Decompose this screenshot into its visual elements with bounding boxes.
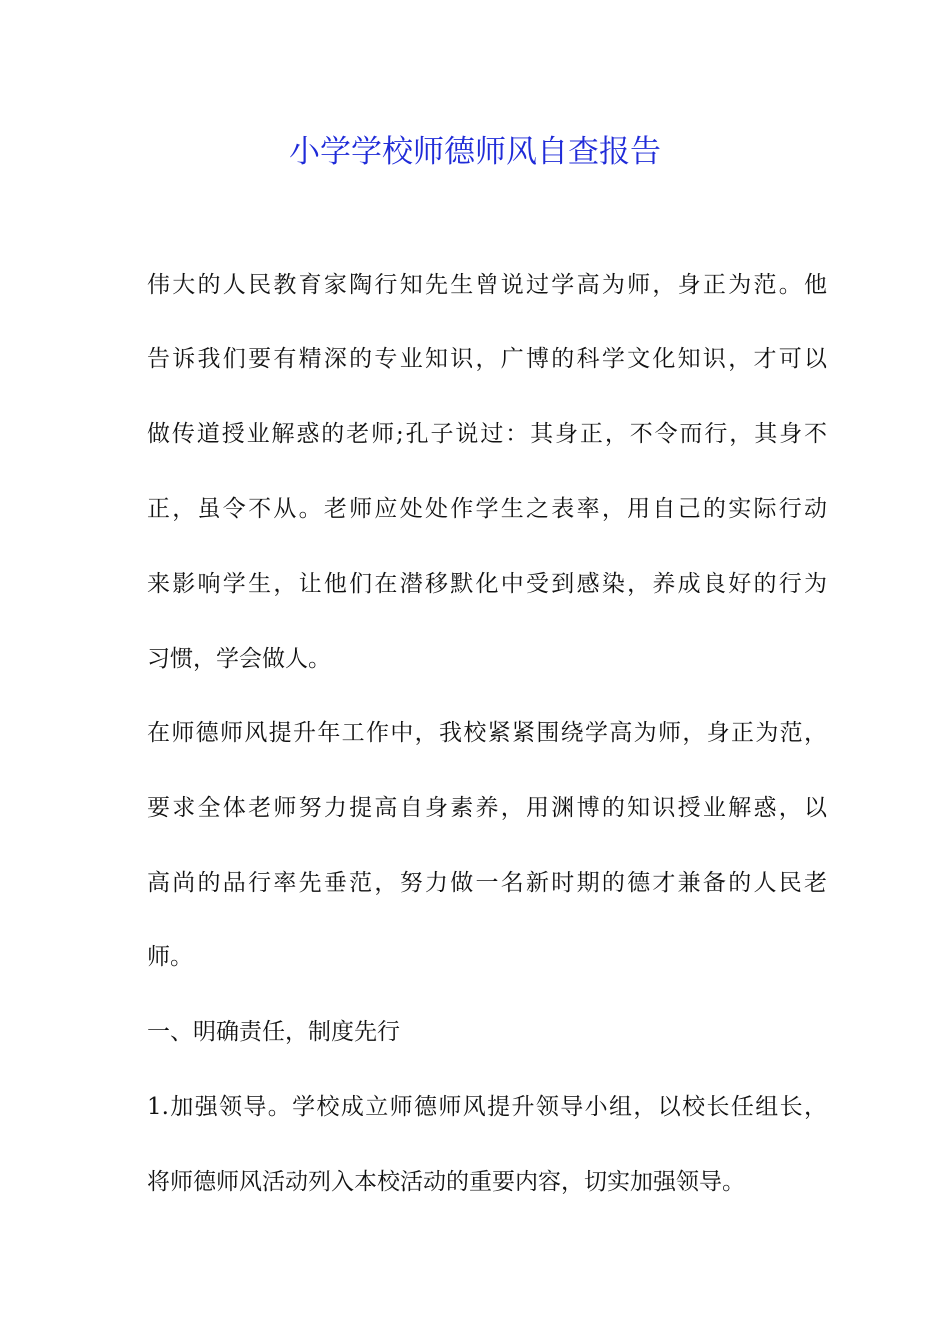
section-heading-1: 一、明确责任，制度先行 bbox=[147, 1019, 400, 1045]
paragraph-2-line-1: 在师德师风提升年工作中，我校紧紧围绕学高为师，身正为范， bbox=[147, 720, 827, 746]
document-title: 小学学校师德师风自查报告 bbox=[289, 134, 661, 170]
paragraph-2-line-4: 师。 bbox=[147, 944, 193, 970]
paragraph-2-line-2: 要求全体老师努力提高自身素养，用渊博的知识授业解惑，以 bbox=[147, 795, 827, 821]
paragraph-3-line-1: 1.加强领导。学校成立师德师风提升领导小组，以校长任组长， bbox=[147, 1094, 827, 1120]
paragraph-1-line-2: 告诉我们要有精深的专业知识，广博的科学文化知识，才可以 bbox=[147, 346, 827, 372]
paragraph-1-line-6: 习惯，学会做人。 bbox=[147, 646, 331, 672]
paragraph-3-line-2: 将师德师风活动列入本校活动的重要内容，切实加强领导。 bbox=[147, 1169, 745, 1195]
paragraph-1-line-1: 伟大的人民教育家陶行知先生曾说过学高为师，身正为范。他 bbox=[147, 272, 827, 298]
paragraph-1-line-3: 做传道授业解惑的老师;孔子说过：其身正，不令而行，其身不 bbox=[147, 421, 827, 447]
paragraph-1-line-4: 正，虽令不从。老师应处处作学生之表率，用自己的实际行动 bbox=[147, 496, 827, 522]
paragraph-2-line-3: 高尚的品行率先垂范，努力做一名新时期的德才兼备的人民老 bbox=[147, 870, 827, 896]
paragraph-1-line-5: 来影响学生，让他们在潜移默化中受到感染，养成良好的行为 bbox=[147, 571, 827, 597]
